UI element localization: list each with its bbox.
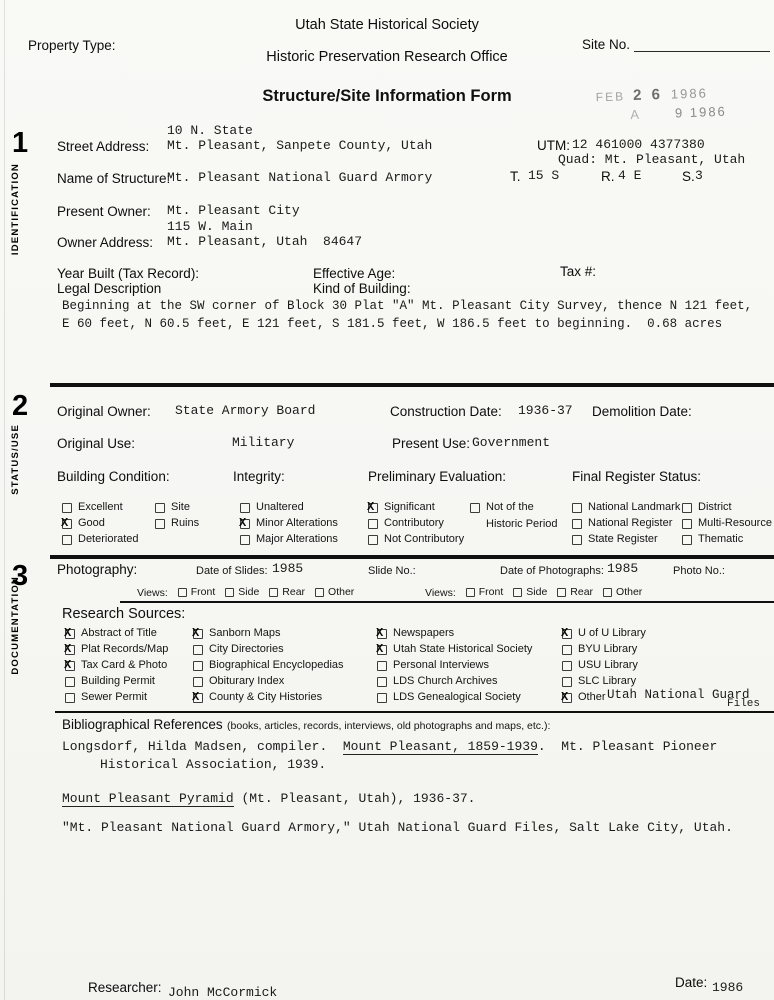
checkbox-personal-interviews — [377, 660, 489, 672]
checkbox-icon — [377, 645, 387, 655]
checkbox-label: Tax Card & Photo — [81, 659, 168, 671]
checkbox-label: Sanborn Maps — [209, 627, 281, 639]
section-divider-2 — [50, 555, 774, 559]
checkbox-label: Minor Alterations — [256, 517, 338, 529]
checkbox-unaltered — [240, 502, 304, 514]
checkbox-contributory — [368, 518, 444, 530]
checkbox-icon — [315, 588, 324, 597]
section-2-number: 2 — [12, 390, 29, 422]
checkbox-label: County & City Histories — [209, 691, 323, 703]
checkbox-icon — [377, 677, 387, 687]
checkbox-abstract-of-title — [65, 628, 157, 640]
checkbox-front — [466, 587, 504, 598]
preliminary-evaluation-label: Preliminary Evaluation: — [368, 469, 507, 484]
section-value: 3 — [695, 168, 703, 183]
checkbox-icon — [572, 535, 582, 545]
views-divider-line — [120, 601, 774, 603]
checkbox-label: SLC Library — [578, 675, 637, 687]
stamp-line2-right: 9 1986 — [674, 103, 728, 121]
present-use-value: Government — [472, 435, 551, 450]
checkbox-label: Personal Interviews — [393, 659, 489, 671]
checkbox-label: Other — [578, 691, 606, 703]
reference-1-line1 — [62, 739, 717, 754]
checkbox-district — [682, 502, 732, 514]
photography-label: Photography: — [57, 562, 138, 577]
effective-age-label: Effective Age: — [313, 266, 396, 281]
checkbox-label: BYU Library — [578, 643, 638, 655]
checkbox-label: Significant — [384, 501, 435, 513]
date-of-photographs-value: 1985 — [607, 561, 639, 576]
office-title: Historic Preservation Research Office — [266, 49, 508, 65]
checkbox-label: Not of the — [486, 501, 534, 513]
section-label: S. — [682, 169, 695, 184]
township-value: 15 S — [528, 168, 560, 183]
present-owner-value: Mt. Pleasant City — [167, 203, 300, 218]
checkbox-lds-genealogical-society — [377, 692, 521, 704]
range-value: 4 E — [618, 168, 642, 183]
form-title: Structure/Site Information Form — [262, 87, 512, 105]
checkbox-national-register — [572, 518, 672, 530]
checkbox-front — [178, 587, 216, 598]
integrity-label: Integrity: — [233, 469, 285, 484]
site-no-label: Site No. — [582, 37, 631, 52]
reference-title-underlined: Mount Pleasant, 1859-1939 — [342, 739, 538, 754]
bibliographical-references-label: Bibliographical References — [62, 717, 223, 732]
checkbox-other — [603, 587, 642, 598]
stamp-year: 1986 — [670, 85, 709, 102]
checkbox-icon — [682, 535, 692, 545]
section-3-side-label: DOCUMENTATION — [10, 576, 21, 675]
bibliographical-references-sublabel: (books, articles, records, interviews, old photographs and maps, etc.): — [227, 720, 551, 732]
legal-description-line2: E 60 feet, N 60.5 feet, E 121 feet, S 181.5 feet, W 186.5 feet to beginning. 0.68 acres — [62, 317, 723, 331]
reference-title-underlined: Mount Pleasant Pyramid — [62, 791, 234, 806]
checkbox-state-register — [572, 534, 658, 546]
date-of-slides-value: 1985 — [272, 561, 304, 576]
present-use-label: Present Use: — [392, 436, 471, 451]
checkbox-national-landmark — [572, 502, 680, 514]
checkbox-label: Front — [478, 586, 504, 599]
original-owner-label: Original Owner: — [57, 404, 151, 419]
year-built-label: Year Built (Tax Record): — [57, 266, 200, 281]
checkbox-icon — [155, 503, 165, 513]
checkbox-label: Abstract of Title — [81, 627, 157, 639]
checkbox-label: Utah State Historical Society — [393, 643, 533, 655]
checkbox-icon — [572, 519, 582, 529]
checkbox-label: Biographical Encyclopedias — [209, 659, 344, 671]
demolition-date-label: Demolition Date: — [592, 404, 692, 419]
checkbox-rear — [269, 587, 305, 598]
checkbox-icon — [193, 693, 203, 703]
checkbox-rear — [557, 587, 593, 598]
checkbox-icon — [240, 535, 250, 545]
checkbox-label: Newspapers — [393, 627, 455, 639]
checkbox-icon — [368, 535, 378, 545]
utm-label: UTM: — [537, 138, 570, 153]
owner-street-value: 115 W. Main — [167, 219, 253, 234]
checkbox-icon — [562, 677, 572, 687]
checkbox-label: USU Library — [578, 659, 638, 671]
checkbox-icon — [368, 503, 378, 513]
checkbox-icon — [193, 645, 203, 655]
checkbox-icon — [225, 588, 234, 597]
checkbox-icon — [470, 503, 480, 513]
checkbox-label: Side — [238, 586, 260, 599]
original-owner-value: State Armory Board — [175, 403, 316, 418]
checkbox-significant — [368, 502, 435, 514]
checkbox-deteriorated — [62, 534, 139, 546]
checkbox-plat-records-map — [65, 644, 168, 656]
checkbox-u-of-u-library — [562, 628, 646, 640]
checkbox-icon — [377, 661, 387, 671]
stamp-line2-left: A — [630, 106, 642, 123]
present-owner-label: Present Owner: — [57, 204, 151, 219]
checkbox-side — [225, 587, 259, 598]
checkbox-other — [315, 587, 354, 598]
checkbox-tax-card-photo — [65, 660, 167, 672]
checkbox-label: National Landmark — [588, 501, 681, 513]
checkbox-icon — [62, 535, 72, 545]
checkbox-label: Site — [171, 501, 190, 513]
checkbox-label: Thematic — [698, 533, 744, 545]
reference-1-line2: Historical Association, 1939. — [100, 757, 327, 772]
construction-date-label: Construction Date: — [390, 404, 502, 419]
reference-2 — [62, 791, 475, 806]
slide-no-label: Slide No.: — [368, 565, 416, 577]
checkbox-icon — [466, 588, 475, 597]
checkbox-icon — [155, 519, 165, 529]
checkbox-label-continuation: Historic Period — [486, 518, 558, 530]
section-2-side-label: STATUS/USE — [10, 424, 21, 495]
checkbox-label: Not Contributory — [384, 533, 465, 545]
checkbox-label: Unaltered — [256, 501, 304, 513]
checkbox-icon — [368, 519, 378, 529]
checkbox-icon — [513, 588, 522, 597]
checkbox-label: Front — [190, 586, 216, 599]
checkbox-city-directories — [193, 644, 284, 656]
checkbox-label: City Directories — [209, 643, 284, 655]
checkbox-label: Plat Records/Map — [81, 643, 169, 655]
checkbox-icon — [377, 629, 387, 639]
checkbox-usu-library — [562, 660, 638, 672]
checkbox-major-alterations — [240, 534, 338, 546]
quad-value: Quad: Mt. Pleasant, Utah — [558, 152, 746, 167]
checkbox-ruins — [155, 518, 199, 530]
checkbox-label: U of U Library — [578, 627, 646, 639]
tax-number-label: Tax #: — [560, 264, 597, 279]
checkbox-sanborn-maps — [193, 628, 281, 640]
checkbox-newspapers — [377, 628, 454, 640]
checkbox-label: District — [698, 501, 732, 513]
checkbox-label: Side — [526, 586, 548, 599]
views-group-slides — [137, 587, 354, 599]
research-sources-label: Research Sources: — [62, 606, 186, 622]
date-of-photographs-label: Date of Photographs: — [500, 565, 604, 577]
researcher-value: John McCormick — [168, 985, 278, 1000]
reference-text: . Mt. Pleasant Pioneer — [537, 739, 718, 754]
range-label: R. — [601, 169, 615, 184]
checkbox-label: Other — [616, 586, 643, 599]
checkbox-label: Good — [78, 517, 105, 529]
checkbox-icon — [562, 645, 572, 655]
views-label: Views: — [137, 587, 168, 599]
reference-text: (Mt. Pleasant, Utah), 1936-37. — [233, 791, 476, 806]
checkbox-icon — [62, 519, 72, 529]
checkbox-site — [155, 502, 190, 514]
construction-date-value: 1936-37 — [518, 403, 573, 418]
received-date-stamp — [595, 84, 727, 124]
checkbox-excellent — [62, 502, 123, 514]
checkbox-label: Contributory — [384, 517, 444, 529]
checkbox-utah-state-historical-society — [377, 644, 532, 656]
checkbox-label: Other — [328, 586, 355, 599]
checkbox-label: National Register — [588, 517, 673, 529]
checkbox-label: Major Alterations — [256, 533, 338, 545]
checkbox-icon — [65, 629, 75, 639]
street-address-extra: 10 N. State — [167, 123, 253, 138]
checkbox-icon — [193, 661, 203, 671]
other-source-value-line2: Files — [727, 698, 761, 710]
utm-value: 12 461000 4377380 — [572, 137, 705, 152]
checkbox-label: Deteriorated — [78, 533, 139, 545]
section-3-number: 3 — [12, 560, 29, 592]
stamp-month: FEB — [595, 89, 626, 105]
checkbox-label: LDS Church Archives — [393, 675, 498, 687]
checkbox-icon — [193, 629, 203, 639]
checkbox-icon — [65, 693, 75, 703]
checkbox-obiturary-index — [193, 676, 284, 688]
property-type-label: Property Type: — [28, 38, 116, 53]
checkbox-icon — [193, 677, 203, 687]
checkbox-icon — [557, 588, 566, 597]
date-value: 1986 — [712, 980, 744, 995]
checkbox-building-permit — [65, 676, 155, 688]
checkbox-icon — [240, 503, 250, 513]
photo-no-label: Photo No.: — [673, 565, 725, 577]
checkbox-label: Rear — [570, 586, 594, 599]
final-register-status-label: Final Register Status: — [572, 469, 702, 484]
original-use-label: Original Use: — [57, 436, 136, 451]
views-group-photos — [425, 587, 642, 599]
checkbox-label: Excellent — [78, 501, 123, 513]
checkbox-icon — [682, 519, 692, 529]
stamp-day: 2 6 — [632, 85, 664, 104]
checkbox-icon — [682, 503, 692, 513]
street-address-value: Mt. Pleasant, Sanpete County, Utah — [167, 138, 433, 153]
street-address-label: Street Address: — [57, 139, 150, 154]
checkbox-label: LDS Genealogical Society — [393, 691, 521, 703]
checkbox-icon — [572, 503, 582, 513]
checkbox-label: Building Permit — [81, 675, 155, 687]
date-label: Date: — [675, 975, 708, 990]
legal-description-label: Legal Description — [57, 281, 162, 296]
checkbox-icon — [269, 588, 278, 597]
checkbox-label: State Register — [588, 533, 658, 545]
checkbox-icon — [240, 519, 250, 529]
checkbox-thematic — [682, 534, 743, 546]
legal-description-line1: Beginning at the SW corner of Block 30 Plat "A" Mt. Pleasant City Survey, thence N 121 feet, — [62, 299, 753, 313]
reference-text: Longsdorf, Hilda Madsen, compiler. — [62, 739, 343, 754]
checkbox-label: Sewer Permit — [81, 691, 148, 703]
township-label: T. — [510, 169, 521, 184]
owner-address-value: Mt. Pleasant, Utah 84647 — [167, 234, 363, 249]
other-source-value-line1: Utah National Guard — [607, 688, 750, 702]
views-label: Views: — [425, 587, 456, 599]
reference-3: "Mt. Pleasant National Guard Armory," Utah National Guard Files, Salt Lake City, Utah. — [62, 820, 733, 835]
checkbox-icon — [65, 661, 75, 671]
section-1-side-label: IDENTIFICATION — [10, 163, 21, 256]
section-1-number: 1 — [12, 127, 29, 159]
checkbox-biographical-encyclopedias — [193, 660, 344, 672]
checkbox-sewer-permit — [65, 692, 147, 704]
checkbox-slc-library — [562, 676, 636, 688]
checkbox-icon — [562, 693, 572, 703]
checkbox-label: Rear — [282, 586, 306, 599]
checkbox-minor-alterations — [240, 518, 338, 530]
checkbox-not-of-the-historic-period — [470, 502, 534, 514]
owner-address-label: Owner Address: — [57, 235, 154, 250]
checkbox-icon — [178, 588, 187, 597]
checkbox-icon — [603, 588, 612, 597]
org-title: Utah State Historical Society — [295, 17, 479, 33]
checkbox-icon — [377, 693, 387, 703]
name-of-structure-label: Name of Structure: — [57, 171, 171, 186]
checkbox-byu-library — [562, 644, 637, 656]
bibliographical-references-heading — [62, 716, 550, 734]
original-use-value: Military — [232, 435, 295, 450]
checkbox-other — [562, 692, 606, 704]
building-condition-label: Building Condition: — [57, 469, 170, 484]
date-of-slides-label: Date of Slides: — [196, 565, 268, 577]
checkbox-icon — [562, 629, 572, 639]
checkbox-county-city-histories — [193, 692, 322, 704]
kind-of-building-label: Kind of Building: — [313, 281, 411, 296]
checkbox-label: Multi-Resource — [698, 517, 772, 529]
checkbox-not-contributory — [368, 534, 464, 546]
name-of-structure-value: Mt. Pleasant National Guard Armory — [167, 170, 433, 185]
checkbox-icon — [62, 503, 72, 513]
checkbox-good — [62, 518, 105, 530]
checkbox-icon — [562, 661, 572, 671]
checkbox-label: Ruins — [171, 517, 200, 529]
checkbox-icon — [65, 677, 75, 687]
sources-divider-line — [55, 711, 774, 713]
checkbox-multi-resource — [682, 518, 772, 530]
checkbox-label: Obiturary Index — [209, 675, 285, 687]
researcher-label: Researcher: — [88, 980, 162, 995]
checkbox-side — [513, 587, 547, 598]
section-divider-1 — [50, 383, 774, 387]
checkbox-icon — [65, 645, 75, 655]
checkbox-lds-church-archives — [377, 676, 498, 688]
